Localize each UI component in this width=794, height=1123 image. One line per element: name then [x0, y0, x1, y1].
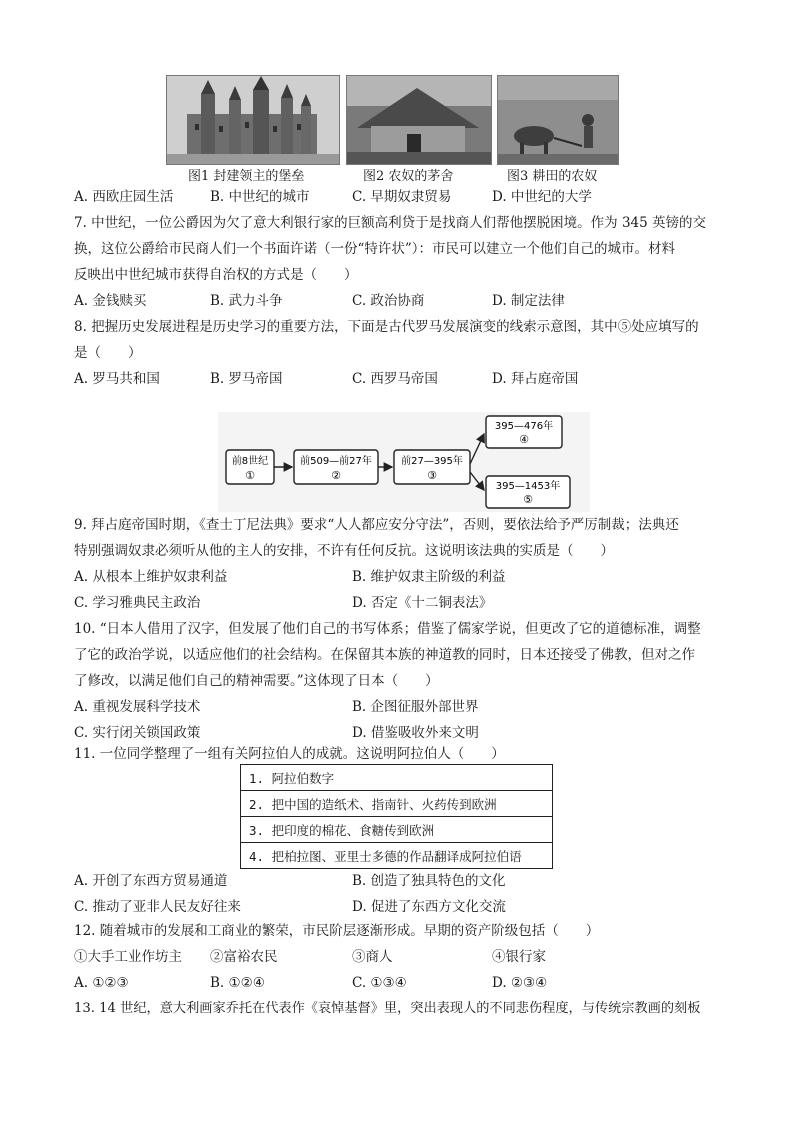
q8-option-a[interactable]: A. 罗马共和国 — [74, 371, 160, 387]
timeline-node-4-mark: ④ — [519, 433, 529, 446]
figure-2-image — [346, 75, 492, 165]
q7-stem-line-1: 7. 中世纪，一位公爵因为欠了意大利银行家的巨额高利贷于是找商人们帮他摆脱困境。作为 345 英镑的交 — [74, 215, 707, 231]
castle-image — [167, 76, 339, 164]
q9-option-a[interactable]: A. 从根本上维护奴隶利益 — [74, 569, 228, 585]
q11-option-a[interactable]: A. 开创了东西方贸易通道 — [74, 873, 228, 889]
q11-option-d[interactable]: D. 促进了东西方文化交流 — [352, 899, 506, 915]
timeline-node-3-period: 前27—395年 — [401, 456, 463, 467]
q10-stem-line-2: 了它的政治学说，以适应他们的社会结构。在保留其本族的神道教的同时，日本还接受了佛教，但对之作 — [74, 647, 695, 663]
table-cell: 3. 把印度的棉花、食糖传到欧洲 — [241, 817, 553, 843]
q8-option-d[interactable]: D. 拜占庭帝国 — [492, 371, 579, 387]
q8-stem-line-1: 8. 把握历史发展进程是历史学习的重要方法，下面是古代罗马发展演变的线索示意图，其中⑤处应填写的 — [74, 319, 699, 335]
rome-timeline-diagram — [218, 412, 590, 512]
timeline-node-5-period: 395—1453年 — [495, 481, 561, 492]
q10-stem-line-1: 10. “日本人借用了汉字，但发展了他们自己的书写体系；借鉴了儒家学说，但更改了它的道德标准，调整 — [74, 621, 701, 637]
q6-option-d[interactable]: D. 中世纪的大学 — [492, 189, 592, 205]
timeline-node-4 — [486, 416, 562, 448]
q10-option-d[interactable]: D. 借鉴吸收外来文明 — [352, 725, 479, 741]
table-row — [241, 817, 553, 843]
q6-option-c[interactable]: C. 早期奴隶贸易 — [352, 189, 452, 205]
q7-option-a[interactable]: A. 金钱赎买 — [74, 293, 147, 309]
q12-option-b[interactable]: B. ①②④ — [210, 975, 265, 991]
figure-1-caption: 图1 封建领主的堡垒 — [188, 169, 305, 184]
q12-item-3: ③商人 — [352, 949, 393, 965]
q6-option-b[interactable]: B. 中世纪的城市 — [210, 189, 310, 205]
q10-option-b[interactable]: B. 企图征服外部世界 — [352, 699, 479, 715]
figure-2-caption: 图2 农奴的茅舍 — [363, 169, 454, 184]
table-row — [241, 843, 553, 869]
q9-option-c[interactable]: C. 学习雅典民主政治 — [74, 595, 201, 611]
q12-item-4: ④银行家 — [492, 949, 546, 965]
timeline-node-3 — [394, 450, 470, 484]
table-cell: 1. 阿拉伯数字 — [241, 765, 553, 791]
q9-option-b[interactable]: B. 维护奴隶主阶级的利益 — [352, 569, 506, 585]
timeline-node-1-period: 前8世纪 — [231, 456, 269, 467]
plowing-image — [498, 76, 618, 164]
timeline-node-1 — [226, 450, 274, 484]
q11-option-c[interactable]: C. 推动了亚非人民友好往来 — [74, 899, 241, 915]
q8-option-c[interactable]: C. 西罗马帝国 — [352, 371, 438, 387]
timeline-node-1-mark: ① — [245, 469, 255, 482]
table-cell: 2. 把中国的造纸术、指南针、火药传到欧洲 — [241, 791, 553, 817]
q9-option-d[interactable]: D. 否定《十二铜表法》 — [352, 595, 493, 611]
q7-option-b[interactable]: B. 武力斗争 — [210, 293, 283, 309]
q7-stem-line-2: 换，这位公爵给市民商人们一个书面许诺（一份“特许状”）：市民可以建立一个他们自己的城市。材料 — [74, 241, 676, 257]
arab-achievements-table — [240, 764, 553, 869]
figure-1-image — [166, 75, 340, 165]
q12-item-1: ①大手工业作坊主 — [74, 949, 182, 965]
q12-item-2: ②富裕农民 — [210, 949, 278, 965]
q12-option-c[interactable]: C. ①③④ — [352, 975, 407, 991]
table-cell: 4. 把柏拉图、亚里士多德的作品翻译成阿拉伯语 — [241, 843, 553, 869]
q13-stem-line-1: 13. 14 世纪，意大利画家乔托在代表作《哀悼基督》里，突出表现人的不同悲伤程度，与传统宗教画的刻板 — [74, 1001, 701, 1016]
q12-stem-line-1: 12. 随着城市的发展和工商业的繁荣，市民阶层逐渐形成。早期的资产阶级包括（ ） — [74, 923, 600, 939]
q12-option-a[interactable]: A. ①②③ — [74, 975, 129, 991]
q6-option-a[interactable]: A. 西欧庄园生活 — [74, 189, 174, 205]
q7-option-c[interactable]: C. 政治协商 — [352, 293, 425, 309]
timeline-node-3-mark: ③ — [427, 469, 437, 482]
table-row — [241, 765, 553, 791]
timeline-node-5 — [486, 476, 570, 508]
q7-stem-line-3: 反映出中世纪城市获得自治权的方式是（ ） — [74, 267, 358, 283]
q7-option-d[interactable]: D. 制定法律 — [492, 293, 565, 309]
q8-option-b[interactable]: B. 罗马帝国 — [210, 371, 283, 387]
table-row — [241, 791, 553, 817]
timeline-node-2-mark: ② — [331, 469, 341, 482]
timeline-node-2-period: 前509—前27年 — [300, 456, 372, 467]
q10-option-a[interactable]: A. 重视发展科学技术 — [74, 699, 201, 715]
q12-option-d[interactable]: D. ②③④ — [492, 975, 548, 991]
figure-3-image — [497, 75, 619, 165]
q11-option-b[interactable]: B. 创造了独具特色的文化 — [352, 873, 506, 889]
q9-stem-line-1: 9. 拜占庭帝国时期，《查士丁尼法典》要求“人人都应安分守法”，否则，要依法给予严厉制裁；法典还 — [74, 517, 679, 533]
q10-option-c[interactable]: C. 实行闭关锁国政策 — [74, 725, 201, 741]
timeline-node-2 — [294, 450, 378, 484]
figure-3-caption: 图3 耕田的农奴 — [507, 169, 598, 184]
timeline-node-4-period: 395—476年 — [494, 421, 554, 432]
timeline-node-5-mark: ⑤ — [523, 493, 533, 506]
q10-stem-line-3: 了修改，以满足他们自己的精神需要。”这体现了日本（ ） — [74, 673, 439, 689]
cottage-image — [347, 76, 491, 164]
q8-stem-line-2: 是（ ） — [74, 345, 142, 361]
q9-stem-line-2: 特别强调奴隶必须听从他的主人的安排，不许有任何反抗。这说明该法典的实质是（ ） — [74, 543, 614, 559]
q11-stem-line-1: 11. 一位同学整理了一组有关阿拉伯人的成就。这说明阿拉伯人（ ） — [74, 746, 505, 762]
